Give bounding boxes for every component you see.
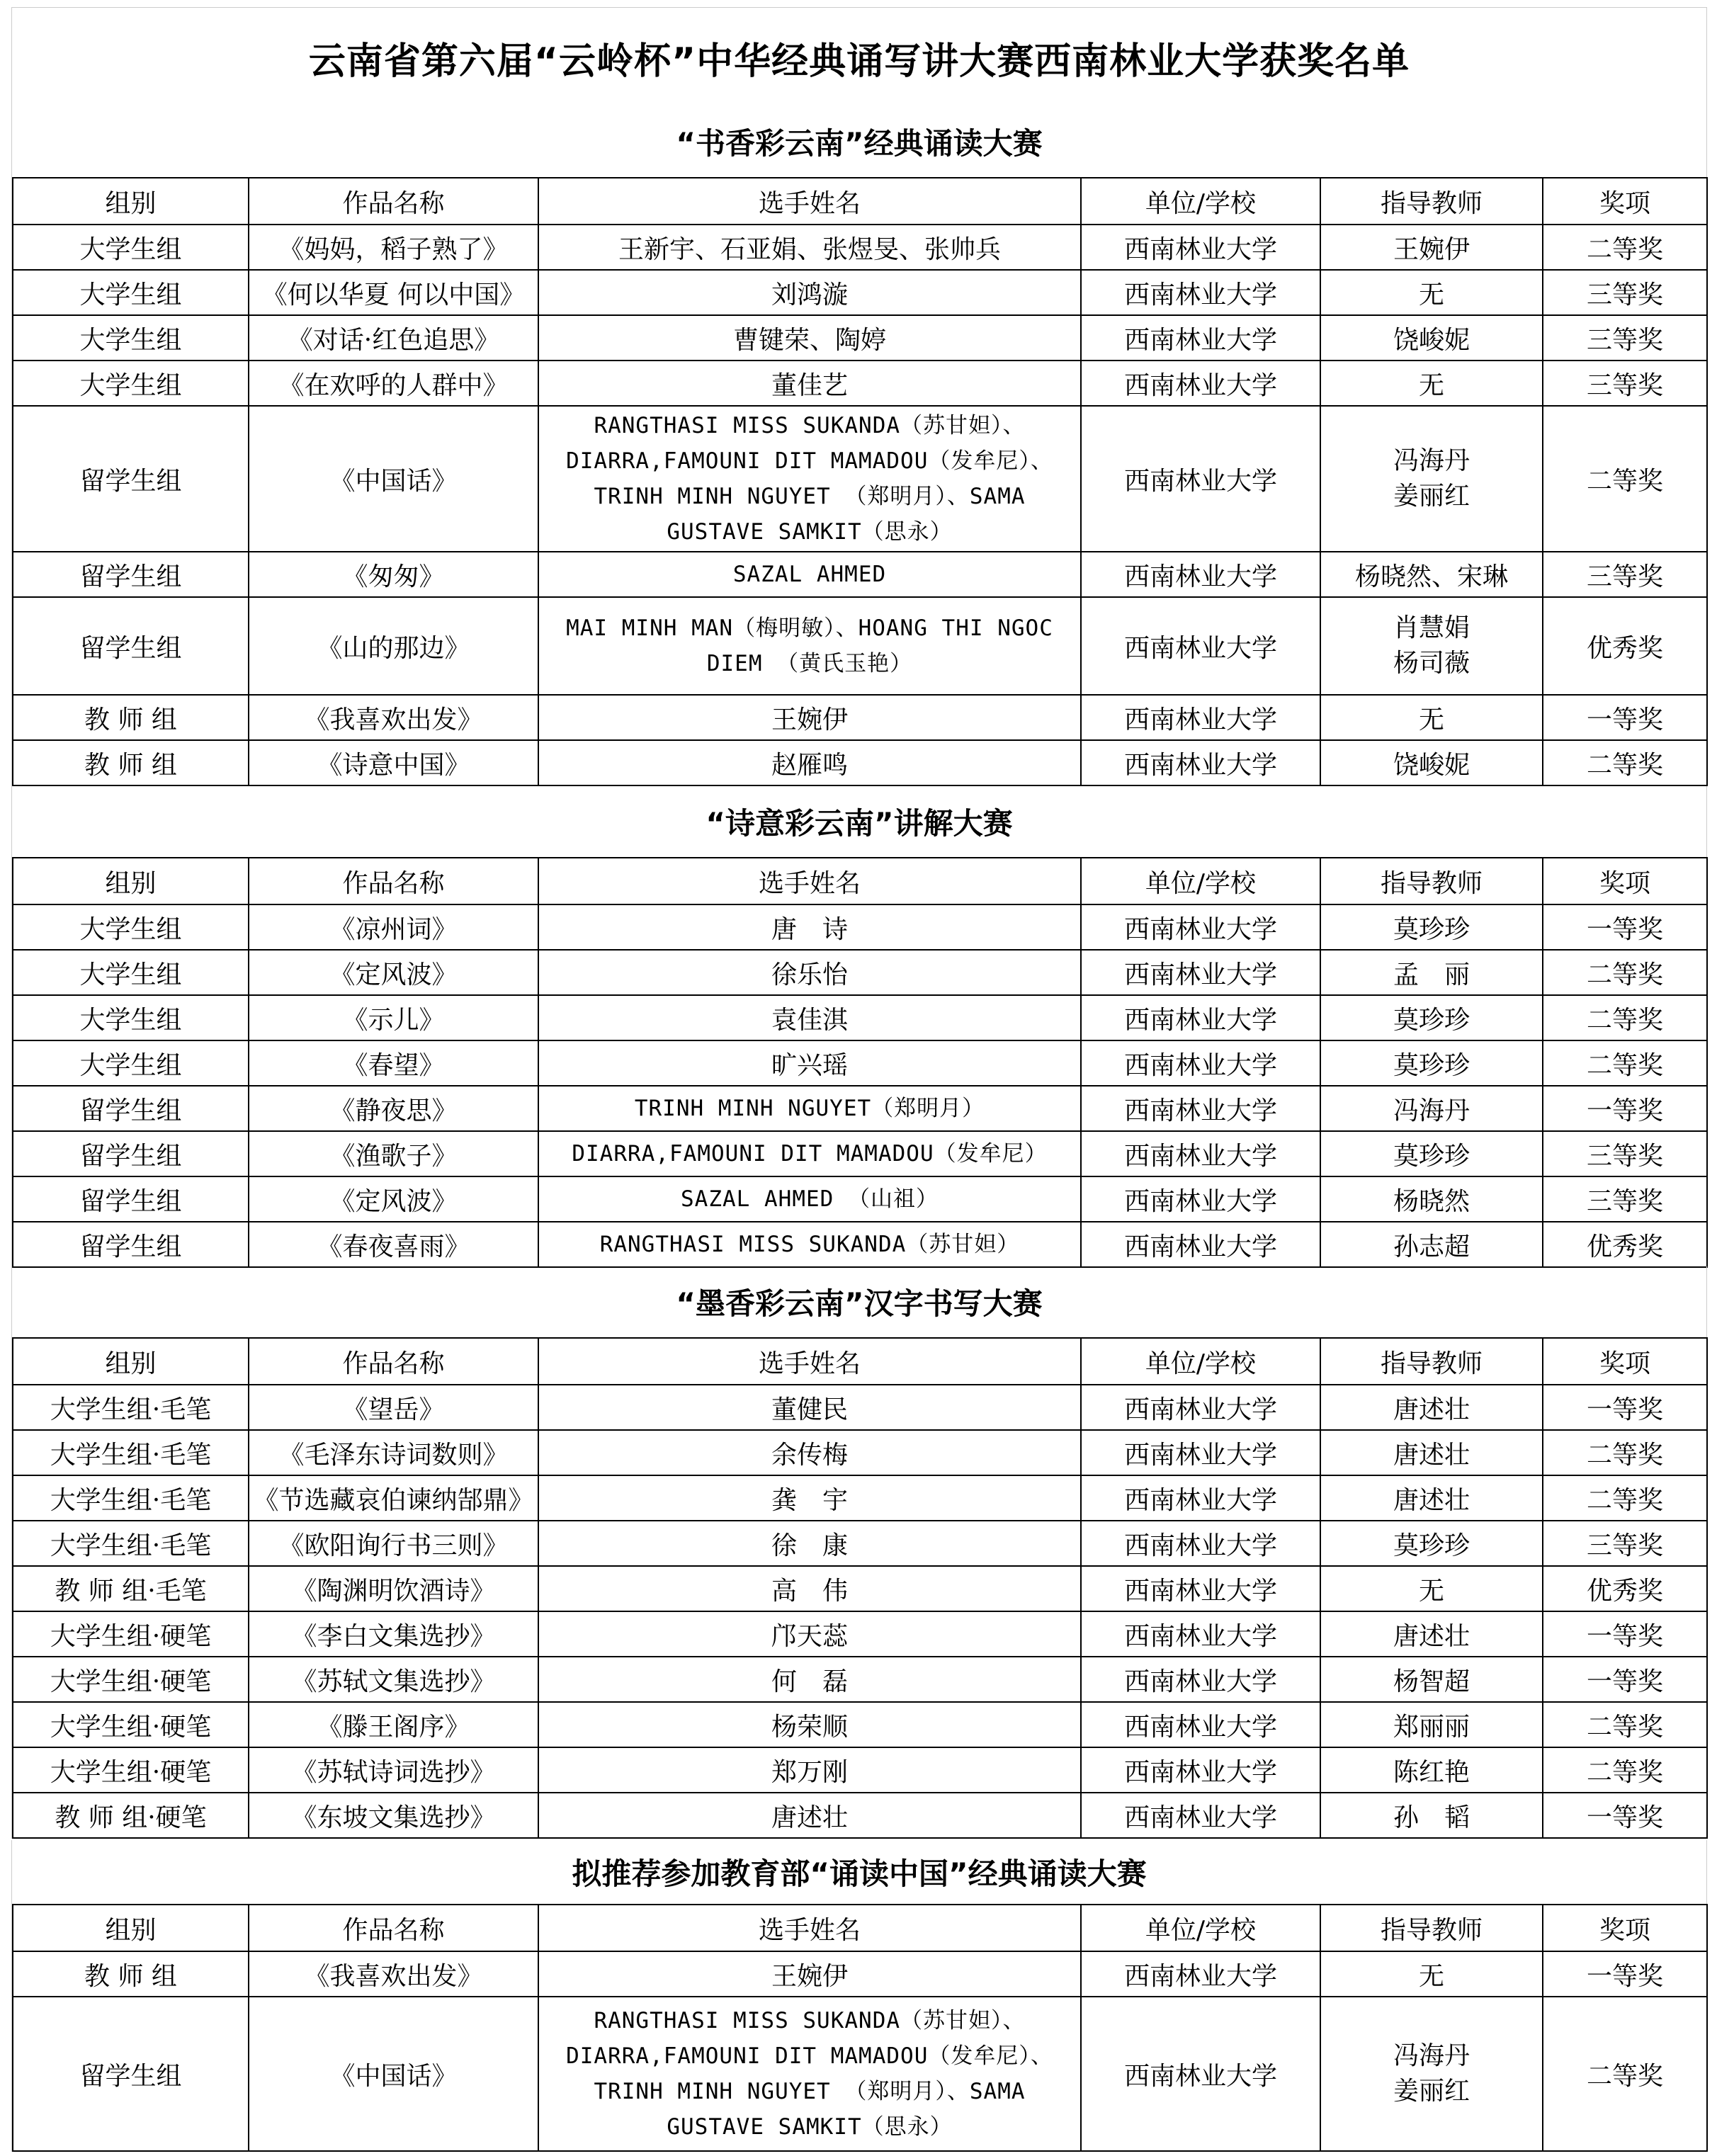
cell-work: 《滕王阁序》: [249, 1702, 538, 1747]
table-row: [13, 552, 1707, 597]
table-row: [13, 1430, 1707, 1475]
cell-group: 大学生组: [13, 995, 249, 1040]
table-row: [13, 1997, 1707, 2151]
cell-player: 赵雁鸣: [538, 740, 1081, 785]
cell-teacher: 杨晓然: [1320, 1176, 1543, 1222]
title-box: [11, 7, 1707, 107]
cell-teacher: 陈红艳: [1320, 1747, 1543, 1793]
table-row: [13, 1611, 1707, 1657]
cell-school: 西南林业大学: [1081, 904, 1320, 950]
table-row: [13, 740, 1707, 785]
table-row: [13, 1131, 1707, 1176]
cell-group: 大学生组·毛笔: [13, 1430, 249, 1475]
cell-group: 大学生组: [13, 361, 249, 406]
cell-teacher: 肖慧娟 杨司薇: [1320, 597, 1543, 695]
cell-award: 优秀奖: [1543, 597, 1707, 695]
cell-work: 《欧阳询行书三则》: [249, 1521, 538, 1566]
table-row: [13, 1176, 1707, 1222]
column-header-group: 组别: [13, 178, 249, 225]
cell-work: 《我喜欢出发》: [249, 1951, 538, 1997]
column-header-award: 奖项: [1543, 1905, 1707, 1951]
table-row: [13, 406, 1707, 552]
column-header-award: 奖项: [1543, 178, 1707, 225]
cell-work: 《定风波》: [249, 950, 538, 995]
section-heading: 拟推荐参加教育部“诵读中国”经典诵读大赛: [572, 1856, 1147, 1891]
table-row: [13, 950, 1707, 995]
cell-work: 《李白文集选抄》: [249, 1611, 538, 1657]
cell-work: 《山的那边》: [249, 597, 538, 695]
column-header-work: 作品名称: [249, 858, 538, 904]
cell-school: 西南林业大学: [1081, 1793, 1320, 1838]
cell-teacher: 冯海丹 姜丽红: [1320, 406, 1543, 552]
cell-player: 曹键荣、陶婷: [538, 315, 1081, 361]
cell-school: 西南林业大学: [1081, 995, 1320, 1040]
cell-work: 《春望》: [249, 1040, 538, 1086]
cell-school: 西南林业大学: [1081, 225, 1320, 270]
column-header-work: 作品名称: [249, 178, 538, 225]
cell-player: 王婉伊: [538, 1951, 1081, 1997]
cell-player: 余传梅: [538, 1430, 1081, 1475]
cell-group: 大学生组·硬笔: [13, 1747, 249, 1793]
cell-group: 留学生组: [13, 552, 249, 597]
table-header-row: [13, 178, 1707, 225]
cell-award: 二等奖: [1543, 1430, 1707, 1475]
cell-school: 西南林业大学: [1081, 695, 1320, 740]
cell-player: 王新宇、石亚娟、张煜旻、张帅兵: [538, 225, 1081, 270]
column-header-teacher: 指导教师: [1320, 1338, 1543, 1385]
cell-group: 留学生组: [13, 1131, 249, 1176]
cell-group: 大学生组: [13, 1040, 249, 1086]
cell-group: 留学生组: [13, 406, 249, 552]
table-header-row: [13, 858, 1707, 904]
cell-teacher: 唐述壮: [1320, 1611, 1543, 1657]
table-row: [13, 1702, 1707, 1747]
cell-teacher: 冯海丹 姜丽红: [1320, 1997, 1543, 2151]
cell-school: 西南林业大学: [1081, 1951, 1320, 1997]
cell-player: 龚 宇: [538, 1475, 1081, 1521]
cell-work: 《苏轼文集选抄》: [249, 1657, 538, 1702]
table-row: [13, 904, 1707, 950]
column-header-teacher: 指导教师: [1320, 1905, 1543, 1951]
cell-player: 徐乐怡: [538, 950, 1081, 995]
cell-group: 大学生组: [13, 270, 249, 315]
column-header-work: 作品名称: [249, 1338, 538, 1385]
cell-school: 西南林业大学: [1081, 1430, 1320, 1475]
cell-group: 大学生组·毛笔: [13, 1385, 249, 1430]
cell-group: 留学生组: [13, 1086, 249, 1131]
cell-work: 《匆匆》: [249, 552, 538, 597]
cell-group: 教 师 组: [13, 740, 249, 785]
table-header-row: [13, 1338, 1707, 1385]
award-table: [12, 857, 1708, 1268]
cell-group: 留学生组: [13, 1222, 249, 1267]
cell-player: 高 伟: [538, 1566, 1081, 1611]
cell-award: 二等奖: [1543, 1702, 1707, 1747]
cell-school: 西南林业大学: [1081, 1086, 1320, 1131]
cell-award: 一等奖: [1543, 1793, 1707, 1838]
cell-school: 西南林业大学: [1081, 597, 1320, 695]
column-header-award: 奖项: [1543, 858, 1707, 904]
cell-player: 旷兴瑶: [538, 1040, 1081, 1086]
cell-work: 《节选藏哀伯谏纳郜鼎》: [249, 1475, 538, 1521]
cell-award: 优秀奖: [1543, 1566, 1707, 1611]
cell-work: 《苏轼诗词选抄》: [249, 1747, 538, 1793]
cell-school: 西南林业大学: [1081, 1521, 1320, 1566]
cell-award: 三等奖: [1543, 1131, 1707, 1176]
cell-award: 三等奖: [1543, 552, 1707, 597]
cell-teacher: 孟 丽: [1320, 950, 1543, 995]
column-header-player: 选手姓名: [538, 858, 1081, 904]
cell-work: 《凉州词》: [249, 904, 538, 950]
table-row: [13, 1385, 1707, 1430]
column-header-work: 作品名称: [249, 1905, 538, 1951]
table-row: [13, 1086, 1707, 1131]
cell-school: 西南林业大学: [1081, 1176, 1320, 1222]
column-header-player: 选手姓名: [538, 1905, 1081, 1951]
cell-teacher: 无: [1320, 1951, 1543, 1997]
cell-teacher: 莫珍珍: [1320, 1521, 1543, 1566]
cell-player: RANGTHASI MISS SUKANDA（苏甘妲）、 DIARRA,FAMOUNI DIT MAMADOU（发牟尼）、 TRINH MINH NGUYET （郑明月）、SAMA GUSTAVE SAMKIT（思永）: [538, 1997, 1081, 2151]
cell-teacher: 杨晓然、宋琳: [1320, 552, 1543, 597]
section-3: [11, 1266, 1707, 1839]
cell-player: 郑万刚: [538, 1747, 1081, 1793]
cell-school: 西南林业大学: [1081, 552, 1320, 597]
table-row: [13, 315, 1707, 361]
table-header-row: [13, 1905, 1707, 1951]
column-header-player: 选手姓名: [538, 1338, 1081, 1385]
cell-player: 徐 康: [538, 1521, 1081, 1566]
cell-award: 一等奖: [1543, 1611, 1707, 1657]
cell-school: 西南林业大学: [1081, 1611, 1320, 1657]
cell-player: 唐述壮: [538, 1793, 1081, 1838]
column-header-teacher: 指导教师: [1320, 178, 1543, 225]
award-table: [12, 1904, 1708, 2152]
cell-group: 大学生组·硬笔: [13, 1657, 249, 1702]
cell-award: 二等奖: [1543, 1475, 1707, 1521]
column-header-group: 组别: [13, 1338, 249, 1385]
cell-work: 《渔歌子》: [249, 1131, 538, 1176]
cell-player: 董健民: [538, 1385, 1081, 1430]
column-header-player: 选手姓名: [538, 178, 1081, 225]
cell-school: 西南林业大学: [1081, 270, 1320, 315]
table-row: [13, 1475, 1707, 1521]
cell-player: TRINH MINH NGUYET（郑明月）: [538, 1086, 1081, 1131]
table-row: [13, 361, 1707, 406]
section-4: [11, 1840, 1707, 2152]
cell-work: 《中国话》: [249, 406, 538, 552]
column-header-school: 单位/学校: [1081, 178, 1320, 225]
cell-player: RANGTHASI MISS SUKANDA（苏甘妲）: [538, 1222, 1081, 1267]
table-row: [13, 695, 1707, 740]
cell-award: 三等奖: [1543, 270, 1707, 315]
cell-group: 留学生组: [13, 597, 249, 695]
cell-group: 教 师 组: [13, 695, 249, 740]
cell-group: 大学生组: [13, 904, 249, 950]
cell-player: 邝天蕊: [538, 1611, 1081, 1657]
cell-school: 西南林业大学: [1081, 1222, 1320, 1267]
table-row: [13, 597, 1707, 695]
cell-teacher: 孙 韬: [1320, 1793, 1543, 1838]
cell-school: 西南林业大学: [1081, 1475, 1320, 1521]
cell-award: 优秀奖: [1543, 1222, 1707, 1267]
cell-award: 一等奖: [1543, 1086, 1707, 1131]
cell-teacher: 唐述壮: [1320, 1385, 1543, 1430]
table-row: [13, 1521, 1707, 1566]
cell-school: 西南林业大学: [1081, 315, 1320, 361]
cell-school: 西南林业大学: [1081, 1702, 1320, 1747]
cell-teacher: 孙志超: [1320, 1222, 1543, 1267]
cell-work: 《妈妈，稻子熟了》: [249, 225, 538, 270]
cell-teacher: 唐述壮: [1320, 1475, 1543, 1521]
cell-work: 《静夜思》: [249, 1086, 538, 1131]
cell-award: 二等奖: [1543, 225, 1707, 270]
cell-work: 《诗意中国》: [249, 740, 538, 785]
cell-work: 《何以华夏 何以中国》: [249, 270, 538, 315]
cell-school: 西南林业大学: [1081, 1131, 1320, 1176]
cell-award: 二等奖: [1543, 995, 1707, 1040]
cell-award: 一等奖: [1543, 695, 1707, 740]
cell-group: 大学生组·毛笔: [13, 1475, 249, 1521]
cell-player: MAI MINH MAN（梅明敏）、HOANG THI NGOC DIEM （黄氏玉艳）: [538, 597, 1081, 695]
cell-group: 大学生组: [13, 225, 249, 270]
cell-player: 刘鸿漩: [538, 270, 1081, 315]
cell-school: 西南林业大学: [1081, 1997, 1320, 2151]
section-heading: “诗意彩云南”讲解大赛: [706, 806, 1013, 841]
cell-group: 教 师 组·硬笔: [13, 1793, 249, 1838]
cell-group: 大学生组·硬笔: [13, 1611, 249, 1657]
section-2: [11, 786, 1707, 1268]
column-header-group: 组别: [13, 858, 249, 904]
cell-player: 杨荣顺: [538, 1702, 1081, 1747]
cell-school: 西南林业大学: [1081, 1385, 1320, 1430]
cell-work: 《我喜欢出发》: [249, 695, 538, 740]
cell-teacher: 郑丽丽: [1320, 1702, 1543, 1747]
cell-player: DIARRA,FAMOUNI DIT MAMADOU（发牟尼）: [538, 1131, 1081, 1176]
cell-award: 三等奖: [1543, 1521, 1707, 1566]
column-header-group: 组别: [13, 1905, 249, 1951]
table-row: [13, 270, 1707, 315]
cell-work: 《中国话》: [249, 1997, 538, 2151]
column-header-school: 单位/学校: [1081, 1338, 1320, 1385]
cell-player: SAZAL AHMED: [538, 552, 1081, 597]
table-row: [13, 225, 1707, 270]
cell-player: 董佳艺: [538, 361, 1081, 406]
cell-school: 西南林业大学: [1081, 1747, 1320, 1793]
cell-school: 西南林业大学: [1081, 1657, 1320, 1702]
cell-award: 三等奖: [1543, 1176, 1707, 1222]
cell-work: 《毛泽东诗词数则》: [249, 1430, 538, 1475]
cell-teacher: 无: [1320, 695, 1543, 740]
cell-teacher: 莫珍珍: [1320, 904, 1543, 950]
table-row: [13, 1040, 1707, 1086]
cell-work: 《在欢呼的人群中》: [249, 361, 538, 406]
column-header-teacher: 指导教师: [1320, 858, 1543, 904]
table-row: [13, 1566, 1707, 1611]
cell-award: 二等奖: [1543, 1997, 1707, 2151]
cell-group: 留学生组: [13, 1176, 249, 1222]
table-row: [13, 995, 1707, 1040]
cell-group: 教 师 组: [13, 1951, 249, 1997]
cell-award: 一等奖: [1543, 1385, 1707, 1430]
cell-player: 袁佳淇: [538, 995, 1081, 1040]
column-header-school: 单位/学校: [1081, 1905, 1320, 1951]
cell-teacher: 杨智超: [1320, 1657, 1543, 1702]
cell-group: 大学生组·硬笔: [13, 1702, 249, 1747]
cell-work: 《春夜喜雨》: [249, 1222, 538, 1267]
table-row: [13, 1747, 1707, 1793]
cell-teacher: 无: [1320, 1566, 1543, 1611]
table-row: [13, 1951, 1707, 1997]
column-header-award: 奖项: [1543, 1338, 1707, 1385]
cell-school: 西南林业大学: [1081, 361, 1320, 406]
cell-teacher: 饶峻妮: [1320, 740, 1543, 785]
cell-player: 王婉伊: [538, 695, 1081, 740]
table-row: [13, 1222, 1707, 1267]
cell-award: 二等奖: [1543, 740, 1707, 785]
cell-work: 《定风波》: [249, 1176, 538, 1222]
cell-school: 西南林业大学: [1081, 406, 1320, 552]
cell-teacher: 无: [1320, 270, 1543, 315]
cell-teacher: 饶峻妮: [1320, 315, 1543, 361]
section-heading: “书香彩云南”经典诵读大赛: [676, 126, 1043, 161]
cell-group: 留学生组: [13, 1997, 249, 2151]
cell-group: 教 师 组·毛笔: [13, 1566, 249, 1611]
cell-group: 大学生组·毛笔: [13, 1521, 249, 1566]
cell-work: 《示儿》: [249, 995, 538, 1040]
cell-player: SAZAL AHMED （山祖）: [538, 1176, 1081, 1222]
cell-school: 西南林业大学: [1081, 1566, 1320, 1611]
cell-award: 二等奖: [1543, 950, 1707, 995]
cell-award: 一等奖: [1543, 1657, 1707, 1702]
cell-player: RANGTHASI MISS SUKANDA（苏甘妲）、 DIARRA,FAMOUNI DIT MAMADOU（发牟尼）、 TRINH MINH NGUYET （郑明月）、SAMA GUSTAVE SAMKIT（思永）: [538, 406, 1081, 552]
cell-teacher: 唐述壮: [1320, 1430, 1543, 1475]
section-1: [11, 106, 1707, 786]
page-title: 云南省第六届“云岭杯”中华经典诵写讲大赛西南林业大学获奖名单: [308, 40, 1410, 83]
cell-award: 二等奖: [1543, 406, 1707, 552]
cell-group: 大学生组: [13, 315, 249, 361]
cell-work: 《东坡文集选抄》: [249, 1793, 538, 1838]
cell-award: 三等奖: [1543, 315, 1707, 361]
cell-group: 大学生组: [13, 950, 249, 995]
cell-work: 《陶渊明饮酒诗》: [249, 1566, 538, 1611]
cell-teacher: 莫珍珍: [1320, 1131, 1543, 1176]
cell-teacher: 莫珍珍: [1320, 995, 1543, 1040]
cell-player: 何 磊: [538, 1657, 1081, 1702]
cell-award: 二等奖: [1543, 1040, 1707, 1086]
cell-award: 三等奖: [1543, 361, 1707, 406]
cell-award: 二等奖: [1543, 1747, 1707, 1793]
cell-teacher: 王婉伊: [1320, 225, 1543, 270]
award-table: [12, 1337, 1708, 1839]
cell-school: 西南林业大学: [1081, 950, 1320, 995]
cell-teacher: 无: [1320, 361, 1543, 406]
section-heading: “墨香彩云南”汉字书写大赛: [676, 1286, 1043, 1321]
cell-teacher: 冯海丹: [1320, 1086, 1543, 1131]
cell-player: 唐 诗: [538, 904, 1081, 950]
cell-teacher: 莫珍珍: [1320, 1040, 1543, 1086]
cell-award: 一等奖: [1543, 904, 1707, 950]
cell-work: 《对话·红色追思》: [249, 315, 538, 361]
award-table: [12, 177, 1708, 786]
cell-school: 西南林业大学: [1081, 1040, 1320, 1086]
cell-school: 西南林业大学: [1081, 740, 1320, 785]
cell-award: 一等奖: [1543, 1951, 1707, 1997]
table-row: [13, 1793, 1707, 1838]
table-row: [13, 1657, 1707, 1702]
cell-work: 《望岳》: [249, 1385, 538, 1430]
column-header-school: 单位/学校: [1081, 858, 1320, 904]
